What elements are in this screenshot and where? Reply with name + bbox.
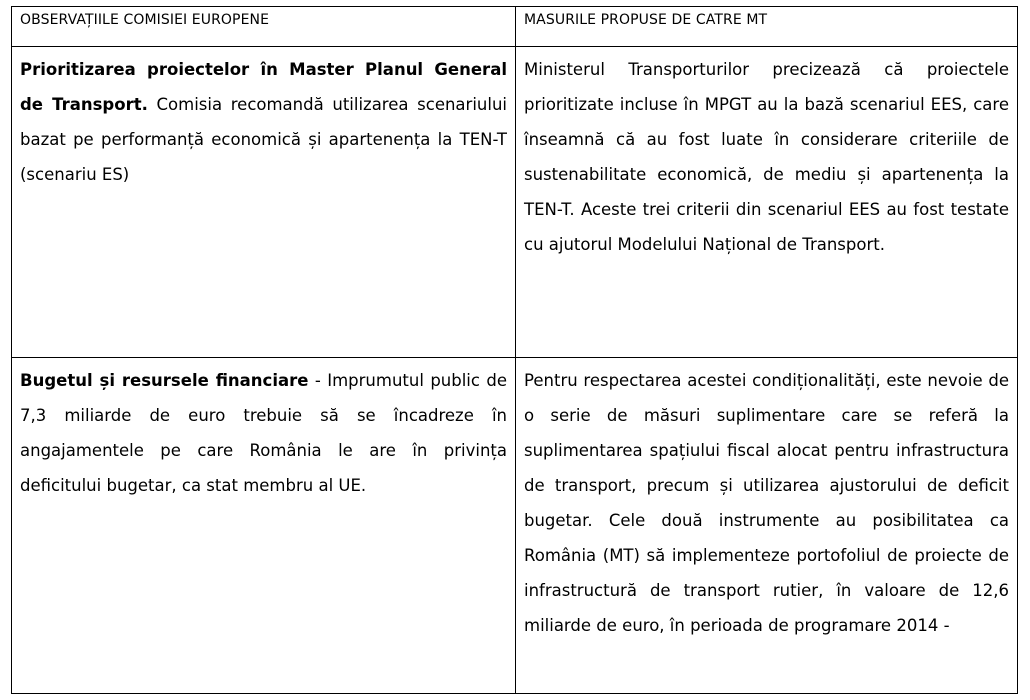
header-commission-observations — [12, 7, 516, 47]
observation-body: Comisia recomandă utilizarea scenariului bazat pe performanță economică și apartenența la TEN-T (scenariu ES) — [20, 95, 507, 184]
observation-text — [20, 52, 507, 192]
measure-cell — [516, 47, 1018, 358]
document-table-container — [11, 6, 1017, 694]
observation-title: Prioritizarea proiectelor în Master Planul General de Transport. — [20, 60, 507, 114]
table-header-row — [12, 7, 1018, 47]
comparison-table — [11, 6, 1018, 694]
observation-text — [20, 363, 507, 503]
table-row — [12, 47, 1018, 358]
header-col2-text: MASURILE PROPUSE DE CATRE MT — [524, 12, 768, 28]
observation-title: Bugetul și resursele financiare — [20, 371, 309, 390]
header-proposed-measures — [516, 7, 1018, 47]
measure-text: Pentru respectarea acestei condiționalități, este nevoie de o serie de măsuri suplimentare care se referă la suplimentarea spațiului fiscal alocat pentru infrastructura de transport, precum și utilizarea ajustorului de deficit bugetar. Cele două instrumente au posibilitatea ca România (MT) să implementeze portofoliul de proiecte de infrastructură de transport rutier, în valoare de 12,6 miliarde de euro, în perioada de programare 2014 - — [524, 371, 1009, 635]
measure-text: Ministerul Transporturilor precizează că proiectele prioritizate incluse în MPGT au la bază scenariul EES, care înseamnă că au fost luate în considerare criteriile de sustenabilitate economică, de mediu și apartenența la TEN-T. Aceste trei criterii din scenariul EES au fost testate cu ajutorul Modelului Național de Transport. — [524, 60, 1009, 254]
observation-cell — [12, 47, 516, 358]
table-row — [12, 358, 1018, 694]
measure-cell — [516, 358, 1018, 694]
observation-body: - Imprumutul public de 7,3 miliarde de euro trebuie să se încadreze în angajamentele pe care România le are în privința deficitului bugetar, ca stat membru al UE. — [20, 371, 507, 495]
observation-cell — [12, 358, 516, 694]
header-col1-text: OBSERVAȚIILE COMISIEI EUROPENE — [20, 12, 270, 28]
